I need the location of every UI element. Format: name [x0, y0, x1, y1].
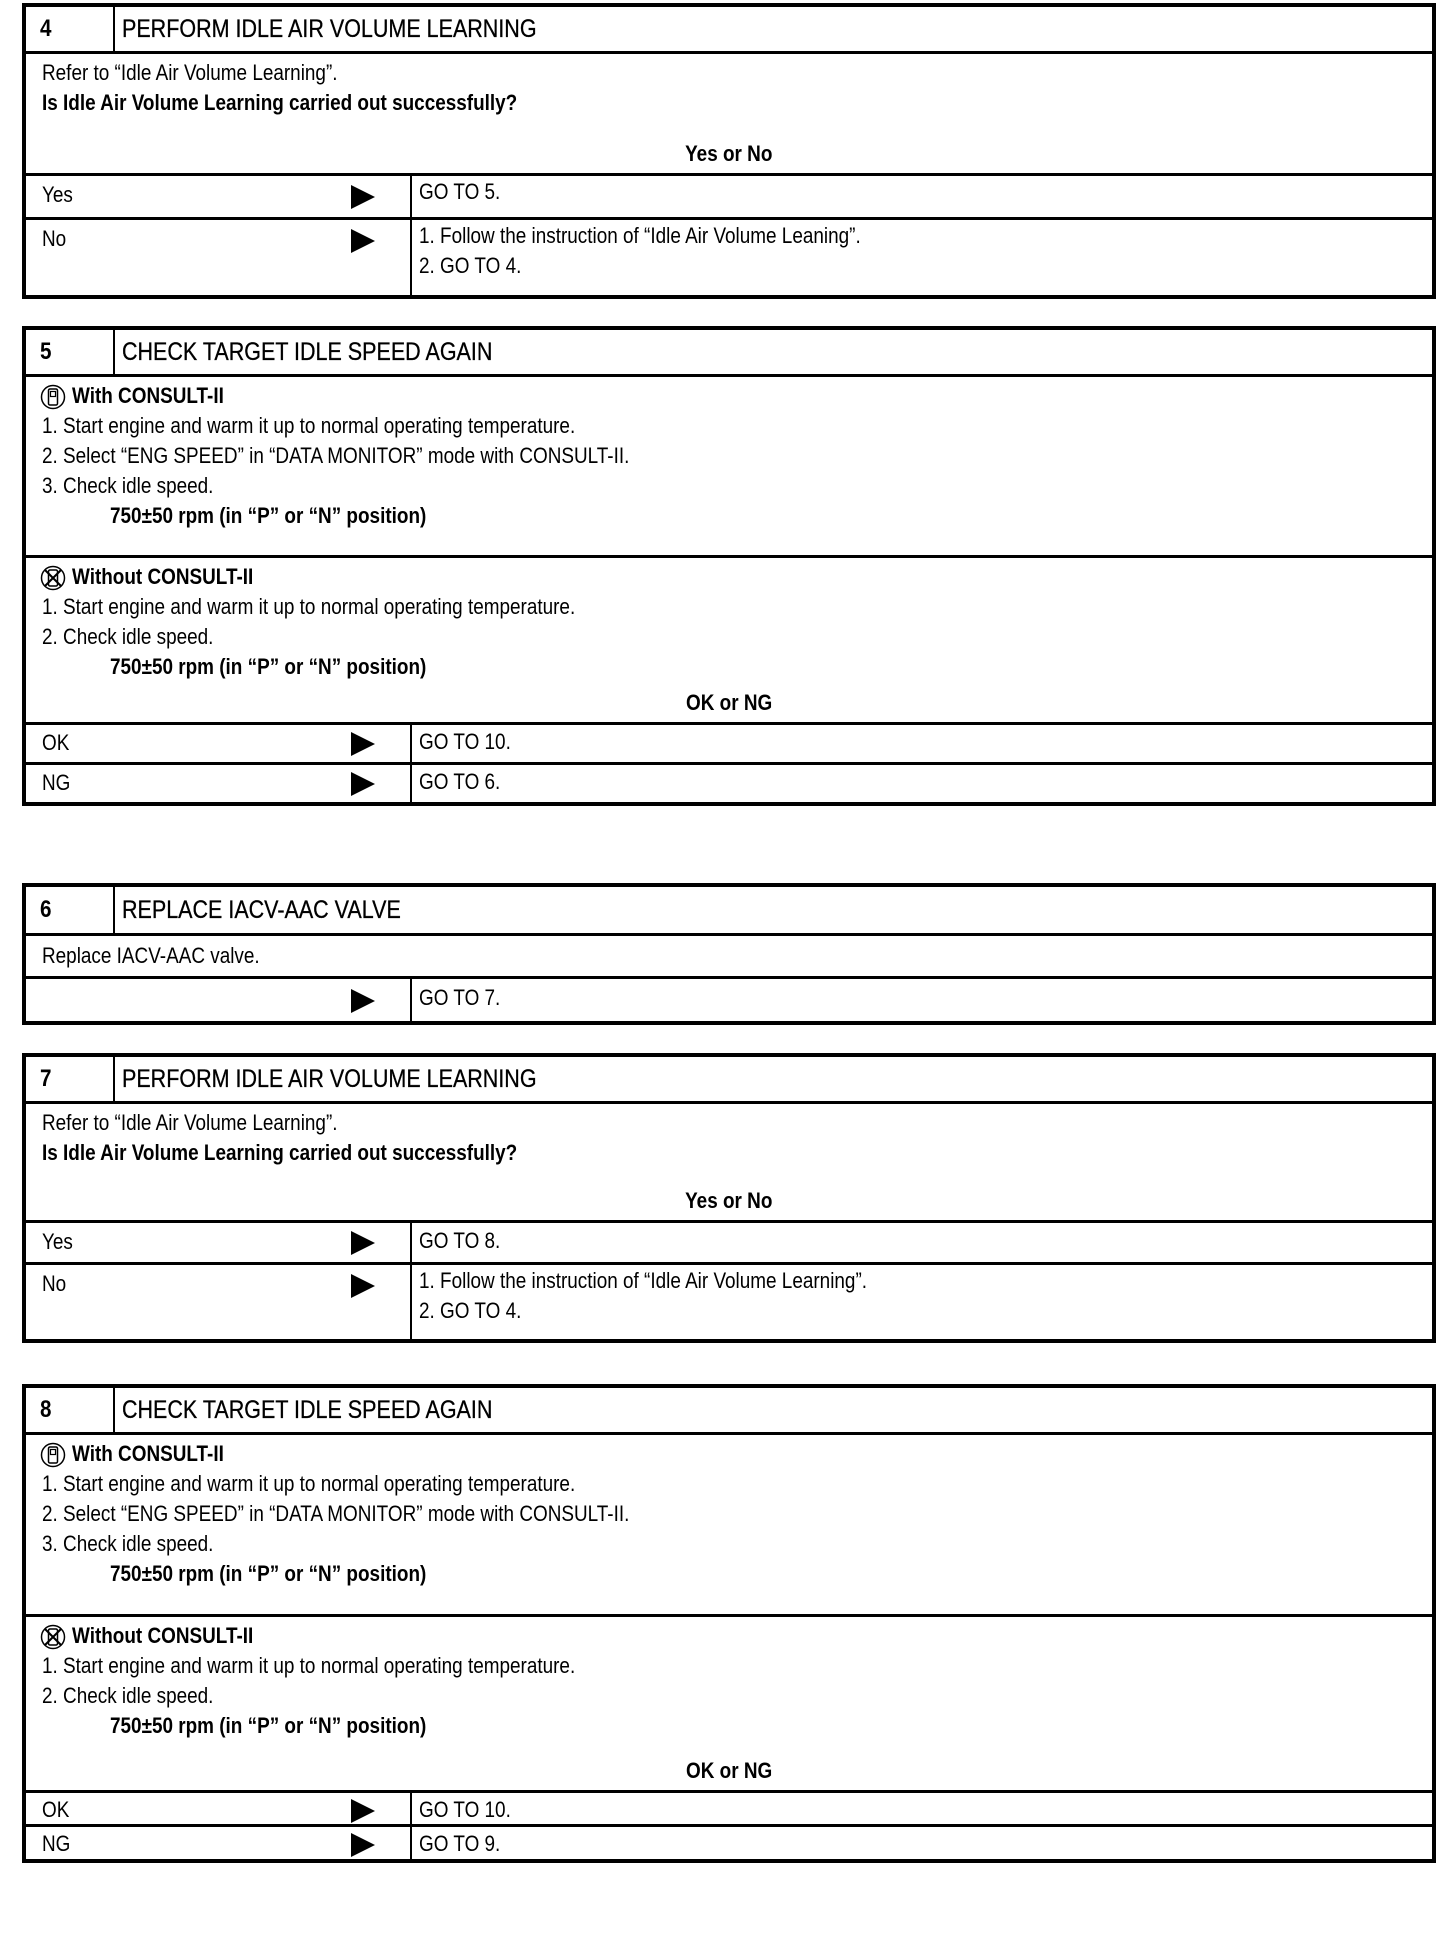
result-row-ng	[26, 762, 1432, 802]
text: 750±50 rpm (in “P” or “N” position)	[110, 1713, 427, 1738]
instruction-text	[42, 1108, 1432, 1138]
step-8-table	[22, 1384, 1436, 1863]
step-header	[26, 1057, 1432, 1101]
step-5-table	[22, 326, 1436, 806]
with-consult-section	[26, 1432, 1432, 1614]
text: 1. Start engine and warm it up to normal operating temperature.	[42, 413, 576, 438]
arrow-right-icon	[351, 772, 375, 796]
with-consult-heading	[42, 381, 1432, 411]
result-action	[412, 1223, 1432, 1262]
text: NG	[42, 770, 71, 795]
text: Without CONSULT-II	[72, 1623, 254, 1648]
step-number	[26, 1388, 115, 1432]
text: GO TO 8.	[419, 1228, 501, 1253]
text: With CONSULT-II	[72, 383, 224, 408]
procedure-step	[42, 471, 1432, 501]
text: Is Idle Air Volume Learning carried out successfully?	[42, 1140, 518, 1165]
procedure-step	[42, 622, 1432, 652]
result-action	[412, 1793, 1432, 1824]
consult-tool-icon	[40, 384, 66, 410]
text: 1. Start engine and warm it up to normal operating temperature.	[42, 1471, 576, 1496]
step-header	[26, 887, 1432, 933]
text: OK	[42, 1797, 70, 1822]
with-consult-heading	[42, 1439, 1432, 1469]
text: REPLACE IACV-AAC VALVE	[122, 896, 401, 924]
text: Yes	[42, 182, 73, 207]
step-7-table	[22, 1053, 1436, 1343]
with-consult-section	[26, 374, 1432, 555]
instruction-text	[42, 58, 1432, 88]
result-label	[26, 979, 412, 1021]
procedure-step	[42, 1651, 1432, 1681]
result-label	[26, 1265, 412, 1339]
result-label	[26, 220, 412, 295]
text: 3. Check idle speed.	[42, 473, 214, 498]
procedure-step	[42, 411, 1432, 441]
procedure-step	[42, 1469, 1432, 1499]
result-label	[26, 765, 412, 802]
result-action	[412, 765, 1432, 802]
text: GO TO 6.	[419, 769, 501, 794]
result-row-ng	[26, 1824, 1432, 1859]
text: 2. Check idle speed.	[42, 1683, 214, 1708]
result-label	[26, 1793, 412, 1824]
step-title	[115, 1057, 1432, 1101]
step-number	[26, 1057, 115, 1101]
text: OK or NG	[685, 1758, 773, 1783]
result-row-yes	[26, 1220, 1432, 1262]
without-consult-section	[26, 1614, 1432, 1790]
text: GO TO 5.	[419, 179, 501, 204]
procedure-step	[42, 592, 1432, 622]
arrow-right-icon	[351, 1799, 375, 1823]
verdict-label	[26, 141, 1432, 167]
procedure-step	[42, 441, 1432, 471]
step-title	[115, 330, 1432, 374]
arrow-right-icon	[351, 732, 375, 756]
without-consult-section	[26, 555, 1432, 722]
result-action	[412, 1265, 1432, 1339]
text: 5	[40, 338, 52, 365]
result-row-ok	[26, 1790, 1432, 1824]
text: Yes	[42, 1229, 73, 1254]
result-label	[26, 176, 412, 217]
consult-tool-icon	[40, 1442, 66, 1468]
step-title	[115, 1388, 1432, 1432]
text: 2. Select “ENG SPEED” in “DATA MONITOR” mode with CONSULT-II.	[42, 1501, 630, 1526]
text: Yes or No	[685, 141, 773, 166]
verdict-label	[26, 690, 1432, 716]
step-header	[26, 330, 1432, 374]
text: 750±50 rpm (in “P” or “N” position)	[110, 654, 427, 679]
text: NG	[42, 1831, 71, 1856]
text: GO TO 10.	[419, 1797, 511, 1822]
step-header	[26, 1388, 1432, 1432]
text: 1. Start engine and warm it up to normal operating temperature.	[42, 1653, 576, 1678]
procedure-step	[42, 1681, 1432, 1711]
step-title	[115, 7, 1432, 51]
step-title	[115, 887, 1432, 933]
procedure-step	[42, 1529, 1432, 1559]
text: 2. GO TO 4.	[419, 253, 522, 278]
text: Refer to “Idle Air Volume Learning”.	[42, 60, 338, 85]
text: With CONSULT-II	[72, 1441, 224, 1466]
text: 6	[40, 896, 52, 923]
step-number	[26, 7, 115, 51]
spec-value	[42, 1711, 1432, 1741]
result-action	[412, 979, 1432, 1021]
verdict-label	[26, 1188, 1432, 1214]
result-label	[26, 725, 412, 762]
result-action	[412, 220, 1432, 295]
text: Yes or No	[685, 1188, 773, 1213]
step-4-table	[22, 3, 1436, 299]
result-label	[26, 1223, 412, 1262]
spec-value	[42, 652, 1432, 682]
arrow-right-icon	[351, 989, 375, 1013]
text: 1. Follow the instruction of “Idle Air Volume Leaning”.	[419, 223, 861, 248]
without-consult-heading	[42, 562, 1432, 592]
instruction-text	[42, 941, 1432, 971]
procedure-step	[42, 1499, 1432, 1529]
step-header	[26, 7, 1432, 51]
text: 2. GO TO 4.	[419, 1298, 522, 1323]
spec-value	[42, 1559, 1432, 1589]
text: Is Idle Air Volume Learning carried out successfully?	[42, 90, 518, 115]
question-text	[42, 88, 1432, 118]
no-consult-tool-icon	[40, 1624, 66, 1650]
text: 2. Check idle speed.	[42, 624, 214, 649]
result-row-yes	[26, 173, 1432, 217]
text: PERFORM IDLE AIR VOLUME LEARNING	[122, 15, 537, 43]
text: CHECK TARGET IDLE SPEED AGAIN	[122, 338, 493, 366]
text: PERFORM IDLE AIR VOLUME LEARNING	[122, 1065, 537, 1093]
result-row-no	[26, 217, 1432, 295]
text: No	[42, 1271, 67, 1296]
text: 2. Select “ENG SPEED” in “DATA MONITOR” mode with CONSULT-II.	[42, 443, 630, 468]
text: GO TO 7.	[419, 985, 501, 1010]
text: Replace IACV-AAC valve.	[42, 943, 260, 968]
step-body	[26, 51, 1432, 173]
text: 1. Follow the instruction of “Idle Air Volume Learning”.	[419, 1268, 868, 1293]
step-number	[26, 330, 115, 374]
text: 750±50 rpm (in “P” or “N” position)	[110, 503, 427, 528]
step-6-table	[22, 883, 1436, 1025]
result-label	[26, 1827, 412, 1859]
text: OK or NG	[685, 690, 773, 715]
step-body	[26, 933, 1432, 976]
arrow-right-icon	[351, 1833, 375, 1857]
text: Refer to “Idle Air Volume Learning”.	[42, 1110, 338, 1135]
text: OK	[42, 730, 70, 755]
arrow-right-icon	[351, 1274, 375, 1298]
text: No	[42, 226, 67, 251]
text: GO TO 10.	[419, 729, 511, 754]
result-row	[26, 976, 1432, 1021]
text: 4	[40, 15, 52, 42]
text: 1. Start engine and warm it up to normal operating temperature.	[42, 594, 576, 619]
result-row-no	[26, 1262, 1432, 1339]
spec-value	[42, 501, 1432, 531]
question-text	[42, 1138, 1432, 1168]
arrow-right-icon	[351, 1231, 375, 1255]
verdict-label	[26, 1758, 1432, 1784]
arrow-right-icon	[351, 185, 375, 209]
result-action	[412, 1827, 1432, 1859]
text: 8	[40, 1396, 52, 1423]
text: Without CONSULT-II	[72, 564, 254, 589]
result-action	[412, 725, 1432, 762]
text: 3. Check idle speed.	[42, 1531, 214, 1556]
text: 750±50 rpm (in “P” or “N” position)	[110, 1561, 427, 1586]
result-action	[412, 176, 1432, 217]
text: CHECK TARGET IDLE SPEED AGAIN	[122, 1396, 493, 1424]
result-row-ok	[26, 722, 1432, 762]
step-number	[26, 887, 115, 933]
step-body	[26, 1101, 1432, 1220]
text: 7	[40, 1065, 52, 1092]
arrow-right-icon	[351, 229, 375, 253]
text: GO TO 9.	[419, 1831, 501, 1856]
without-consult-heading	[42, 1621, 1432, 1651]
no-consult-tool-icon	[40, 565, 66, 591]
